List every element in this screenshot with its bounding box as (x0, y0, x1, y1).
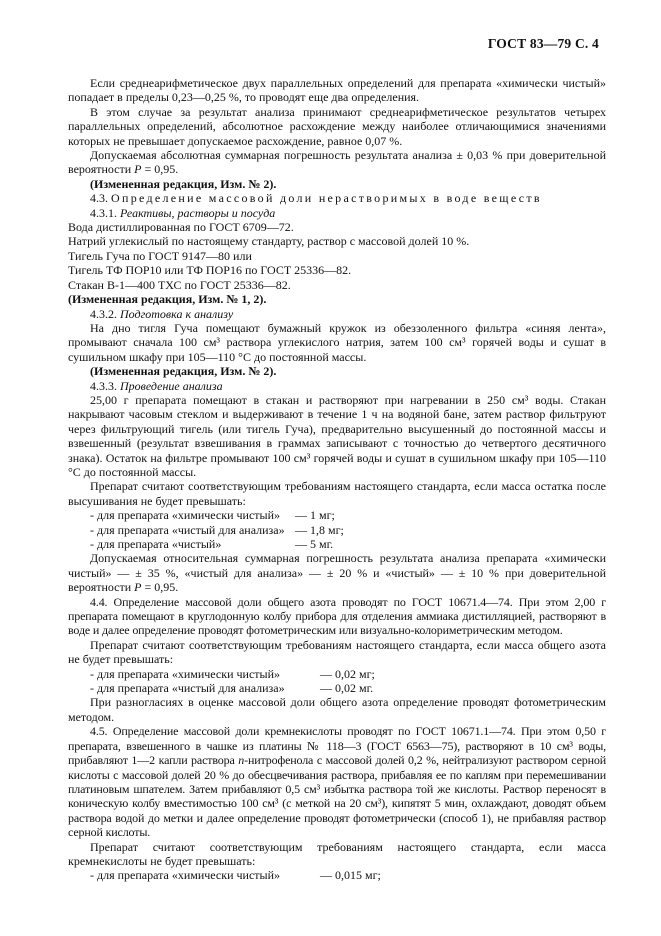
limit-row (68, 868, 606, 882)
paragraph: Препарат считают соответствующим требованиям настоящего стандарта, если масса кремнекислоты не будет превышать: (68, 839, 606, 868)
paragraph-text: Допускаемая абсолютная суммарная погрешность результата анализа ± 0,03 % при доверительной вероятности (68, 148, 606, 177)
reagent-item: Стакан В-1—400 ТХС по ГОСТ 25336—82. (68, 277, 291, 292)
limit-value: — 5 мг. (295, 537, 334, 551)
limit-label: - для препарата «химически чистый» (90, 666, 281, 681)
section-title: Подготовка к анализу (120, 306, 234, 321)
paragraph (68, 724, 606, 839)
paragraph: На дно тигля Гуча помещают бумажный кружок из обеззоленного фильтра «синяя лента», промывают сначала 100 см³ раствора углекислого натрия, затем 100 см³ горячей воды и сушат в сушильном шкафу при 105—110 °С до постоянной массы. (68, 320, 606, 364)
limit-row (68, 508, 606, 522)
limit-row (68, 667, 606, 681)
limit-row (68, 537, 606, 551)
paragraph-text: 4.5. Определение массовой доли кремнекислоты проводят по ГОСТ 10671.1—74. При этом 0,50 г препарата, взвешенного в чашке из платины № 118—3 (ГОСТ 6563—75), растворяют в 10 см³ воды, прибавляют 1—2 капли раствора (68, 724, 606, 768)
subsection-heading (68, 379, 606, 393)
limit-label: - для препарата «химически чистый» (90, 868, 281, 883)
section-title: Реактивы, растворы и посуда (120, 205, 276, 220)
revision-note: (Измененная редакция, Изм. № 2). (90, 364, 277, 379)
limit-value: — 0,015 мг; (320, 868, 381, 883)
reagent-item: Тигель Гуча по ГОСТ 9147—80 или (68, 248, 252, 263)
paragraph-text: -нитрофенола с массовой долей 0,2 %, нейтрализуют раствором серной кислоты с массовой долей 20 % до обесцвечивания раствора, прибавляя ее по каплям при перемешивании платиновым шпателем. Затем прибавляют 0,5 см³ избытка раствора той же кислоты. Раствор переносят в коническую колбу вместимостью 100 см³ (с меткой на 20 см³), кипятят 5 мин, охлаждают, доводят объем раствора водой до метки и далее определение проводят фотометрически (способ 1), не прибавляя раствор серной кислоты. (68, 753, 606, 840)
paragraph: При разногласиях в оценке массовой доли общего азота определение проводят фотометрическим методом. (68, 695, 606, 724)
revision-note: (Измененная редакция, Изм. № 2). (90, 176, 277, 191)
variable: P (134, 580, 142, 595)
limit-label: - для препарата «чистый для анализа» (90, 681, 285, 696)
paragraph-text: = 0,95. (141, 580, 179, 595)
revision-note: (Измененная редакция, Изм. № 1, 2). (68, 292, 267, 307)
paragraph: Если среднеарифметическое двух параллельных определений для препарата «химически чистый» попадает в пределы 0,23—0,25 %, то проводят еще два определения. (68, 76, 606, 105)
paragraph: 25,00 г препарата помещают в стакан и растворяют при нагревании в 250 см³ воды. Стакан накрывают часовым стеклом и выдерживают в течение 1 ч на водяной бане, затем раствор фильтруют через фильтрующий тигель (или тигель Гуча), предварительно высушенный до постоянной массы и взвешенный (результат взвешивания в граммах записывают с точностью до четвертого десятичного знака). Остаток на фильтре промывают 100 см³ горячей воды и сушат в сушильном шкафу при 105—110 °С до постоянной массы. (68, 392, 606, 479)
variable: P (134, 162, 142, 177)
section-title: Определение массовой доли нерастворимых в воде веществ (111, 191, 542, 206)
section-number: 4.3.3. (90, 378, 117, 393)
section-number: 4.3.2. (90, 306, 117, 321)
limit-value: — 0,02 мг. (320, 681, 374, 696)
section-number: 4.3.1. (90, 205, 117, 220)
paragraph: Препарат считают соответствующим требованиям настоящего стандарта, если масса остатка после высушивания не будет превышать: (68, 479, 606, 508)
document-body (68, 76, 606, 883)
section-number: 4.3. (90, 191, 108, 206)
paragraph-text: Допускаемая относительная суммарная погрешность результата анализа препарата «химически чистый» — ± 35 %, «чистый для анализа» — ± 20 % и «чистый» — ± 10 % при доверительной вероятности (68, 551, 606, 595)
limit-value: — 0,02 мг; (320, 666, 375, 681)
reagent-item: Тигель ТФ ПОР10 или ТФ ПОР16 по ГОСТ 25336—82. (68, 263, 352, 278)
reagent-item: Натрий углекислый по настоящему стандарту, раствор с массовой долей 10 %. (68, 234, 470, 249)
section-title: Проведение анализа (120, 378, 223, 393)
limit-value: — 1 мг; (295, 508, 335, 523)
page-header: ГОСТ 83—79 С. 4 (487, 36, 599, 51)
limit-row (68, 681, 606, 695)
subsection-heading (68, 307, 606, 321)
limit-label: - для препарата «химически чистый» (90, 508, 281, 523)
limit-label: - для препарата «чистый» (90, 537, 222, 551)
section-heading (68, 191, 606, 205)
paragraph: Препарат считают соответствующим требованиям настоящего стандарта, если масса общего азота не будет превышать: (68, 637, 606, 667)
paragraph: В этом случае за результат анализа принимают среднеарифметическое результатов четырех параллельных определений, абсолютное расхождение между наиболее отличающимися значениями которых не превышает допускаемое расхождение, равное 0,07 %. (68, 104, 606, 148)
paragraph-text: = 0,95. (141, 162, 179, 177)
limit-label: - для препарата «чистый для анализа» (90, 522, 285, 537)
reagent-item: Вода дистиллированная по ГОСТ 6709—72. (68, 220, 294, 235)
limit-value: — 1,8 мг; (295, 522, 344, 537)
limit-row (68, 523, 606, 537)
paragraph: 4.4. Определение массовой доли общего азота проводят по ГОСТ 10671.4—74. При этом 2,00 г препарата помещают в круглодонную колбу прибора для отделения аммиака дистилляцией, растворяют в воде и далее определение проводят фотометрическим или визуально-колориметрическим методом. (68, 594, 606, 638)
variable: n (238, 753, 245, 768)
subsection-heading (68, 206, 606, 220)
paragraph (68, 148, 606, 177)
paragraph (68, 551, 606, 594)
